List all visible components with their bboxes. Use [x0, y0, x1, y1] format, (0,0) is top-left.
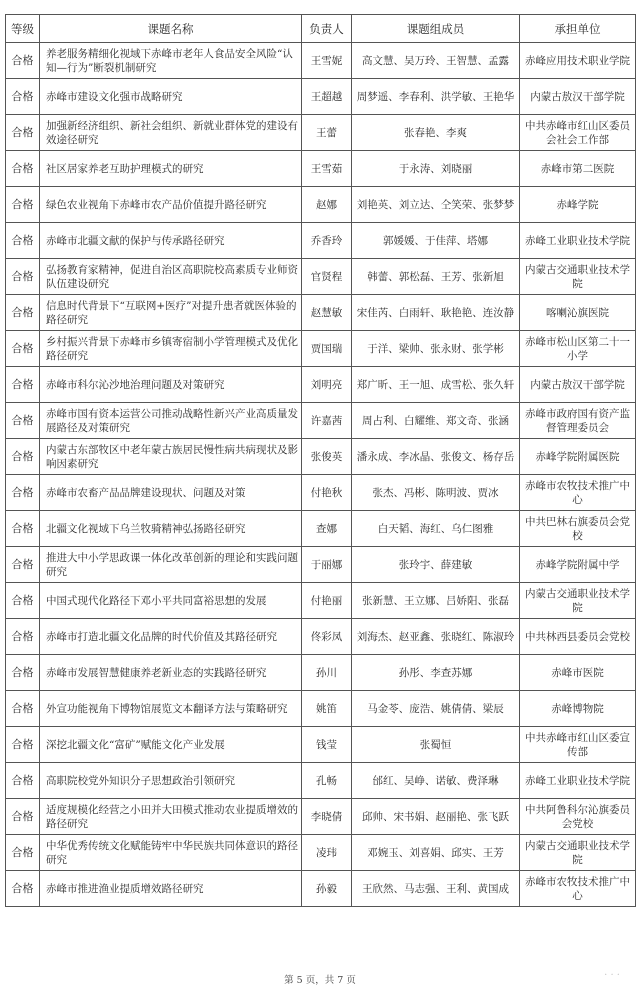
cell-level: 合格 [6, 583, 40, 619]
table-row [6, 511, 636, 547]
cell-level: 合格 [6, 619, 40, 655]
cell-title: 养老服务精细化视域下赤峰市老年人食品安全风险“认知—行为”断裂机制研究 [40, 43, 302, 79]
cell-leader: 王蕾 [302, 115, 352, 151]
cell-leader: 凌玮 [302, 835, 352, 871]
cell-members: 周梦遥、李春利、洪学敏、王艳华 [352, 79, 520, 115]
cell-unit: 中共林西县委员会党校 [520, 619, 636, 655]
page-footer: 第 5 页，共 7 页 [284, 975, 356, 986]
table-row [6, 835, 636, 871]
cell-level: 合格 [6, 187, 40, 223]
cell-members: 邰红、吴峥、诺敏、费泽琳 [352, 763, 520, 799]
cell-unit: 赤峰市第二医院 [520, 151, 636, 187]
cell-level: 合格 [6, 331, 40, 367]
header-leader: 负责人 [302, 15, 352, 43]
cell-title: 赤峰市国有资本运营公司推动战略性新兴产业高质量发展路径及对策研究 [40, 403, 302, 439]
watermark: · · · [604, 970, 620, 981]
table-row [6, 187, 636, 223]
cell-unit: 赤峰学院 [520, 187, 636, 223]
table-row [6, 79, 636, 115]
table-row [6, 871, 636, 907]
table-row [6, 619, 636, 655]
table-row [6, 259, 636, 295]
cell-members: 马金苓、庞浩、姚倩倩、梁辰 [352, 691, 520, 727]
cell-title: 适度规模化经营之小田并大田模式推动农业提质增效的路径研究 [40, 799, 302, 835]
cell-unit: 内蒙古敖汉干部学院 [520, 367, 636, 403]
cell-level: 合格 [6, 115, 40, 151]
table-row [6, 43, 636, 79]
cell-members: 孙彤、李查苏娜 [352, 655, 520, 691]
cell-title: 赤峰市科尔沁沙地治理问题及对策研究 [40, 367, 302, 403]
cell-leader: 贾国瑞 [302, 331, 352, 367]
cell-leader: 孙川 [302, 655, 352, 691]
cell-level: 合格 [6, 799, 40, 835]
table-body [6, 43, 636, 907]
cell-members: 于洋、梁帅、张永财、张学彬 [352, 331, 520, 367]
cell-members: 高文慧、吴万玲、王智慧、孟露 [352, 43, 520, 79]
table-row [6, 115, 636, 151]
cell-title: 乡村振兴背景下赤峰市乡镇寄宿制小学管理模式及优化路径研究 [40, 331, 302, 367]
table-row [6, 403, 636, 439]
cell-members: 张玲宇、薛建敏 [352, 547, 520, 583]
cell-level: 合格 [6, 295, 40, 331]
cell-level: 合格 [6, 547, 40, 583]
table-row [6, 583, 636, 619]
cell-level: 合格 [6, 511, 40, 547]
cell-unit: 中共赤峰市红山区委宣传部 [520, 727, 636, 763]
cell-level: 合格 [6, 691, 40, 727]
cell-unit: 内蒙古交通职业技术学院 [520, 835, 636, 871]
cell-members: 宋佳芮、白雨轩、耿艳艳、连汝静 [352, 295, 520, 331]
cell-leader: 钱莹 [302, 727, 352, 763]
cell-leader: 刘明亮 [302, 367, 352, 403]
cell-leader: 赵慧敏 [302, 295, 352, 331]
results-table [5, 14, 636, 907]
cell-unit: 赤峰应用技术职业学院 [520, 43, 636, 79]
cell-members: 于永涛、刘晓丽 [352, 151, 520, 187]
cell-unit: 赤峰工业职业技术学院 [520, 763, 636, 799]
cell-title: 内蒙古东部牧区中老年蒙古族居民慢性病共病现状及影响因素研究 [40, 439, 302, 475]
cell-unit: 赤峰市松山区第二十一小学 [520, 331, 636, 367]
table-row [6, 151, 636, 187]
header-unit: 承担单位 [520, 15, 636, 43]
cell-title: 高职院校党外知识分子思想政治引领研究 [40, 763, 302, 799]
cell-unit: 赤峰学院附属中学 [520, 547, 636, 583]
table-row [6, 331, 636, 367]
table-row [6, 763, 636, 799]
cell-unit: 内蒙古交通职业技术学院 [520, 259, 636, 295]
cell-level: 合格 [6, 835, 40, 871]
cell-level: 合格 [6, 871, 40, 907]
cell-members: 潘永成、李冰晶、张俊文、杨存岳 [352, 439, 520, 475]
table-row [6, 727, 636, 763]
table-row [6, 691, 636, 727]
cell-unit: 赤峰工业职业技术学院 [520, 223, 636, 259]
cell-title: 赤峰市发展智慧健康养老新业态的实践路径研究 [40, 655, 302, 691]
cell-title: 推进大中小学思政课一体化改革创新的理论和实践问题研究 [40, 547, 302, 583]
cell-title: 中国式现代化路径下邓小平共同富裕思想的发展 [40, 583, 302, 619]
cell-leader: 乔香玲 [302, 223, 352, 259]
cell-unit: 中共巴林右旗委员会党校 [520, 511, 636, 547]
cell-members: 白天韬、海红、乌仁图雅 [352, 511, 520, 547]
cell-members: 王欣然、马志强、王利、黄国成 [352, 871, 520, 907]
cell-members: 邱帅、宋书娟、赵丽艳、张飞跃 [352, 799, 520, 835]
table-row [6, 799, 636, 835]
cell-members: 韩蕾、郭松磊、王芳、张新旭 [352, 259, 520, 295]
table-row [6, 439, 636, 475]
cell-title: 弘扬教育家精神，促进自治区高职院校高素质专业师资队伍建设研究 [40, 259, 302, 295]
cell-leader: 李晓倩 [302, 799, 352, 835]
table-row [6, 367, 636, 403]
cell-title: 外宣功能视角下博物馆展览文本翻译方法与策略研究 [40, 691, 302, 727]
cell-leader: 王雪茹 [302, 151, 352, 187]
cell-title: 信息时代背景下“互联网+医疗”对提升患者就医体验的路径研究 [40, 295, 302, 331]
cell-level: 合格 [6, 727, 40, 763]
cell-title: 深挖北疆文化“富矿”赋能文化产业发展 [40, 727, 302, 763]
cell-leader: 佟彩凤 [302, 619, 352, 655]
cell-leader: 付艳秋 [302, 475, 352, 511]
cell-members: 张春艳、李爽 [352, 115, 520, 151]
cell-members: 刘海杰、赵亚鑫、张晓红、陈淑玲 [352, 619, 520, 655]
cell-unit: 赤峰市政府国有资产监督管理委员会 [520, 403, 636, 439]
cell-leader: 付艳丽 [302, 583, 352, 619]
cell-unit: 赤峰市农牧技术推广中心 [520, 475, 636, 511]
cell-level: 合格 [6, 151, 40, 187]
cell-members: 郑广昕、王一旭、成雪松、张久轩 [352, 367, 520, 403]
table-row [6, 475, 636, 511]
cell-members: 张杰、冯彬、陈明波、贾冰 [352, 475, 520, 511]
cell-title: 加强新经济组织、新社会组织、新就业群体党的建设有效途径研究 [40, 115, 302, 151]
cell-title: 中华优秀传统文化赋能铸牢中华民族共同体意识的路径研究 [40, 835, 302, 871]
cell-title: 赤峰市建设文化强市战略研究 [40, 79, 302, 115]
cell-title: 赤峰市打造北疆文化品牌的时代价值及其路径研究 [40, 619, 302, 655]
cell-unit: 赤峰博物院 [520, 691, 636, 727]
cell-level: 合格 [6, 223, 40, 259]
cell-level: 合格 [6, 259, 40, 295]
cell-level: 合格 [6, 439, 40, 475]
cell-leader: 许嘉茜 [302, 403, 352, 439]
cell-members: 周占利、白耀维、郑文奇、张涵 [352, 403, 520, 439]
cell-unit: 中共赤峰市红山区委员会社会工作部 [520, 115, 636, 151]
cell-leader: 查娜 [302, 511, 352, 547]
cell-leader: 张俊英 [302, 439, 352, 475]
header-row [6, 15, 636, 43]
header-members: 课题组成员 [352, 15, 520, 43]
cell-title: 北疆文化视域下乌兰牧骑精神弘扬路径研究 [40, 511, 302, 547]
cell-title: 赤峰市农畜产品品牌建设现状、问题及对策 [40, 475, 302, 511]
cell-level: 合格 [6, 367, 40, 403]
cell-members: 刘艳英、刘立达、仝笑荣、张梦梦 [352, 187, 520, 223]
header-level: 等级 [6, 15, 40, 43]
header-title: 课题名称 [40, 15, 302, 43]
cell-unit: 喀喇沁旗医院 [520, 295, 636, 331]
cell-level: 合格 [6, 475, 40, 511]
cell-members: 张新慧、王立娜、吕娇阳、张磊 [352, 583, 520, 619]
table-row [6, 295, 636, 331]
cell-leader: 王超越 [302, 79, 352, 115]
cell-level: 合格 [6, 403, 40, 439]
cell-unit: 内蒙古敖汉干部学院 [520, 79, 636, 115]
cell-unit: 赤峰市医院 [520, 655, 636, 691]
cell-leader: 孙毅 [302, 871, 352, 907]
cell-members: 邓婉玉、刘喜娟、邱实、王芳 [352, 835, 520, 871]
cell-level: 合格 [6, 763, 40, 799]
cell-leader: 姚笛 [302, 691, 352, 727]
cell-leader: 官贤程 [302, 259, 352, 295]
cell-level: 合格 [6, 655, 40, 691]
table-row [6, 223, 636, 259]
cell-members: 郭媛媛、于佳萍、塔娜 [352, 223, 520, 259]
cell-unit: 中共阿鲁科尔沁旗委员会党校 [520, 799, 636, 835]
cell-unit: 内蒙古交通职业技术学院 [520, 583, 636, 619]
cell-level: 合格 [6, 43, 40, 79]
cell-leader: 赵娜 [302, 187, 352, 223]
cell-level: 合格 [6, 79, 40, 115]
cell-title: 赤峰市推进渔业提质增效路径研究 [40, 871, 302, 907]
cell-leader: 孔畅 [302, 763, 352, 799]
table-row [6, 655, 636, 691]
cell-leader: 于丽娜 [302, 547, 352, 583]
cell-members: 张蜀恒 [352, 727, 520, 763]
cell-title: 赤峰市北疆文献的保护与传承路径研究 [40, 223, 302, 259]
table-row [6, 547, 636, 583]
cell-unit: 赤峰学院附属医院 [520, 439, 636, 475]
cell-title: 社区居家养老互助护理模式的研究 [40, 151, 302, 187]
cell-unit: 赤峰市农牧技术推广中心 [520, 871, 636, 907]
cell-title: 绿色农业视角下赤峰市农产品价值提升路径研究 [40, 187, 302, 223]
cell-leader: 王雪妮 [302, 43, 352, 79]
